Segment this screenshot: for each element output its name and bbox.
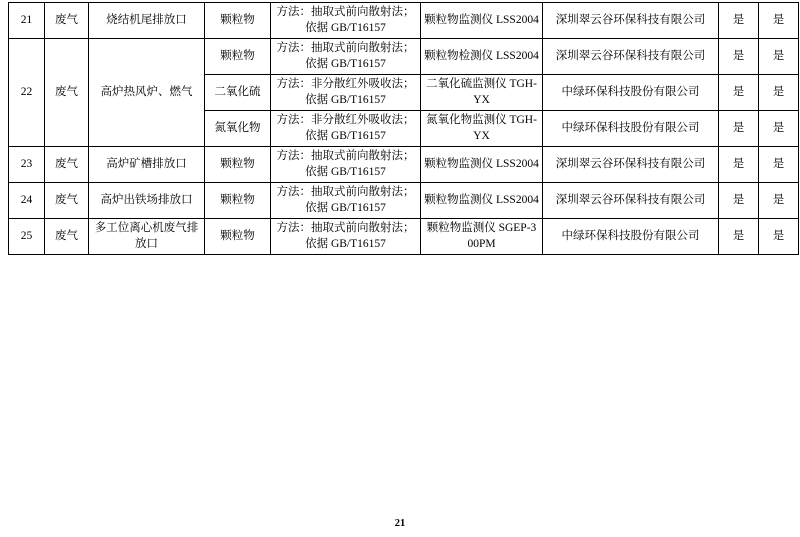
- cell-vendor: 中绿环保科技股份有限公司: [543, 75, 719, 111]
- cell-device: 颗粒物检测仪 LSS2004: [421, 39, 543, 75]
- table-row: [9, 147, 799, 183]
- cell-device: 颗粒物监测仪 LSS2004: [421, 183, 543, 219]
- cell-item: 颗粒物: [205, 3, 271, 39]
- cell-method: 方法：抽取式前向散射法；依据 GB/T16157: [271, 183, 421, 219]
- cell-device: 二氧化硫监测仪 TGH-YX: [421, 75, 543, 111]
- cell-method: 方法：抽取式前向散射法；依据 GB/T16157: [271, 39, 421, 75]
- cell-method: 方法：抽取式前向散射法；依据 GB/T16157: [271, 219, 421, 255]
- cell-outlet: 烧结机尾排放口: [89, 3, 205, 39]
- cell-qualified: 是: [759, 3, 799, 39]
- cell-device: 颗粒物监测仪 LSS2004: [421, 147, 543, 183]
- table-row: [9, 39, 799, 75]
- cell-accepted: 是: [719, 147, 759, 183]
- cell-accepted: 是: [719, 111, 759, 147]
- cell-vendor: 中绿环保科技股份有限公司: [543, 219, 719, 255]
- cell-vendor: 深圳翠云谷环保科技有限公司: [543, 3, 719, 39]
- cell-type: 废气: [45, 147, 89, 183]
- cell-type: 废气: [45, 39, 89, 147]
- table-row: [9, 183, 799, 219]
- cell-no: 22: [9, 39, 45, 147]
- cell-outlet: 多工位离心机废气排放口: [89, 219, 205, 255]
- cell-vendor: 深圳翠云谷环保科技有限公司: [543, 147, 719, 183]
- cell-item: 颗粒物: [205, 39, 271, 75]
- cell-item: 颗粒物: [205, 183, 271, 219]
- cell-device: 颗粒物监测仪 LSS2004: [421, 3, 543, 39]
- cell-type: 废气: [45, 183, 89, 219]
- cell-qualified: 是: [759, 147, 799, 183]
- page-number: 21: [394, 518, 406, 529]
- cell-device: 颗粒物监测仪 SGEP-300PM: [421, 219, 543, 255]
- cell-item: 颗粒物: [205, 147, 271, 183]
- cell-accepted: 是: [719, 183, 759, 219]
- table-row: [9, 219, 799, 255]
- cell-vendor: 深圳翠云谷环保科技有限公司: [543, 183, 719, 219]
- cell-method: 方法：非分散红外吸收法；依据 GB/T16157: [271, 111, 421, 147]
- cell-no: 21: [9, 3, 45, 39]
- table-row: [9, 3, 799, 39]
- cell-method: 方法：抽取式前向散射法；依据 GB/T16157: [271, 147, 421, 183]
- cell-accepted: 是: [719, 3, 759, 39]
- cell-vendor: 中绿环保科技股份有限公司: [543, 111, 719, 147]
- cell-qualified: 是: [759, 183, 799, 219]
- cell-item: 二氧化硫: [205, 75, 271, 111]
- cell-qualified: 是: [759, 219, 799, 255]
- cell-accepted: 是: [719, 39, 759, 75]
- cell-item: 颗粒物: [205, 219, 271, 255]
- cell-accepted: 是: [719, 219, 759, 255]
- cell-qualified: 是: [759, 39, 799, 75]
- cell-outlet: 高炉矿槽排放口: [89, 147, 205, 183]
- cell-no: 25: [9, 219, 45, 255]
- cell-no: 24: [9, 183, 45, 219]
- cell-outlet: 高炉热风炉、燃气: [89, 39, 205, 147]
- cell-type: 废气: [45, 219, 89, 255]
- cell-outlet: 高炉出铁场排放口: [89, 183, 205, 219]
- monitoring-table: [8, 2, 799, 255]
- cell-type: 废气: [45, 3, 89, 39]
- cell-qualified: 是: [759, 111, 799, 147]
- cell-device: 氮氧化物监测仪 TGH-YX: [421, 111, 543, 147]
- cell-no: 23: [9, 147, 45, 183]
- cell-item: 氮氧化物: [205, 111, 271, 147]
- cell-method: 方法：非分散红外吸收法；依据 GB/T16157: [271, 75, 421, 111]
- cell-accepted: 是: [719, 75, 759, 111]
- cell-qualified: 是: [759, 75, 799, 111]
- cell-method: 方法：抽取式前向散射法；依据 GB/T16157: [271, 3, 421, 39]
- cell-vendor: 深圳翠云谷环保科技有限公司: [543, 39, 719, 75]
